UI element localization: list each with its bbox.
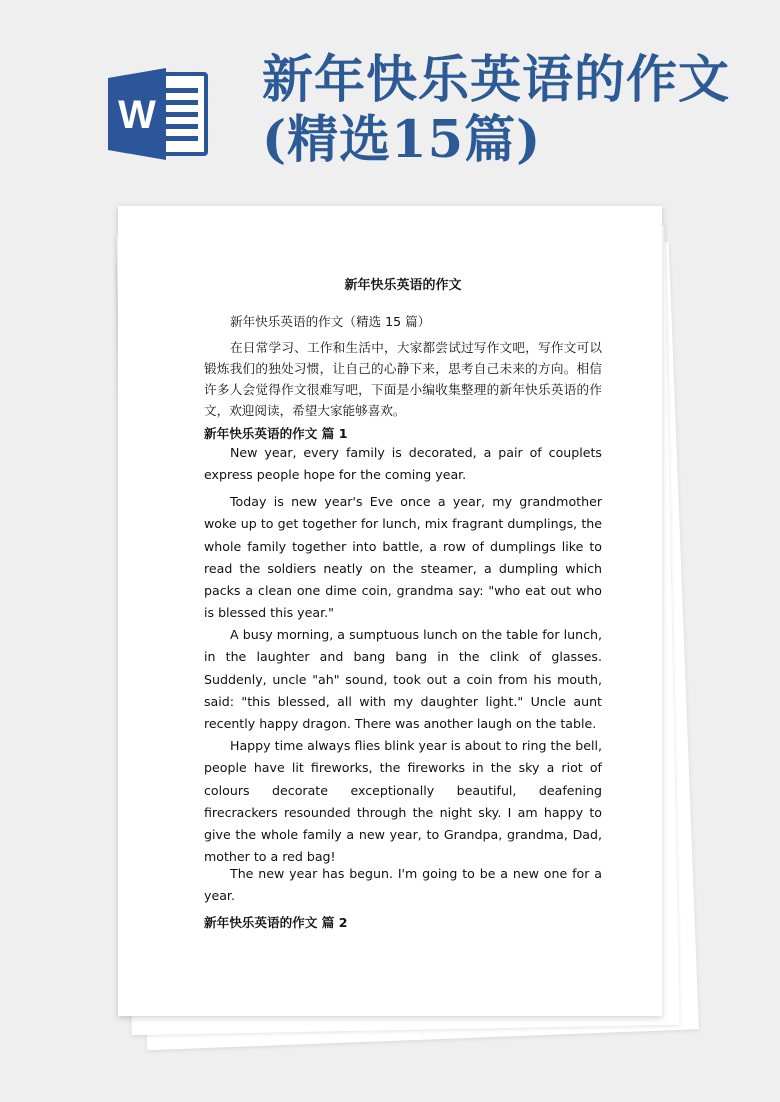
section-heading-1: 新年快乐英语的作文 篇 1: [204, 426, 348, 441]
section-1-paragraph-2: Today is new year's Eve once a year, my grandmother woke up to get together for lunch, mix fragrant dumplings, the whole family together into battle, a row of dumplings like to read the soldiers neatly on the steamer, a dumpling which packs a clean one dime coin, grandma say: "who eat out who is blessed this year.": [204, 494, 602, 621]
section-1-paragraph-3: A busy morning, a sumptuous lunch on the table for lunch, in the laughter and bang bang in the clink of glasses. Suddenly, uncle "ah" sound, took out a coin from his mouth, said: "this blessed, all with my daughter light." Uncle aunt recently happy dragon. There was another laugh on the table.: [204, 627, 602, 732]
word-logo: [108, 68, 210, 160]
section-1-paragraph-5: The new year has begun. I'm going to be a new one for a year.: [204, 866, 602, 904]
document-page: [118, 206, 662, 1016]
section-heading-2: 新年快乐英语的作文 篇 2: [204, 915, 348, 930]
section-1-paragraph-1: New year, every family is decorated, a pair of couplets express people hope for the coming year.: [204, 445, 602, 483]
document-title: 新年快乐英语的作文: [344, 278, 462, 293]
banner-title: 新年快乐英语的作文(精选15篇): [262, 50, 731, 170]
word-logo-letter: W: [118, 93, 156, 137]
word-document-icon: [108, 68, 210, 160]
section-1-paragraph-4: Happy time always flies blink year is about to ring the bell, people have lit fireworks, the fireworks in the sky a riot of colours decorate exceptionally beautiful, deafening firecrackers resounded through the night sky. I am happy to give the whole family a new year, to Grandpa, grandma, Dad, mother to a red bag!: [204, 738, 602, 865]
document-intro: 在日常学习、工作和生活中，大家都尝试过写作文吧，写作文可以锻炼我们的独处习惯，让自己的心静下来，思考自己未来的方向。相信许多人会觉得作文很难写吧，下面是小编收集整理的新年快乐英语的作文，欢迎阅读，希望大家能够喜欢。: [204, 340, 602, 418]
document-subtitle: 新年快乐英语的作文（精选 15 篇）: [230, 314, 431, 329]
